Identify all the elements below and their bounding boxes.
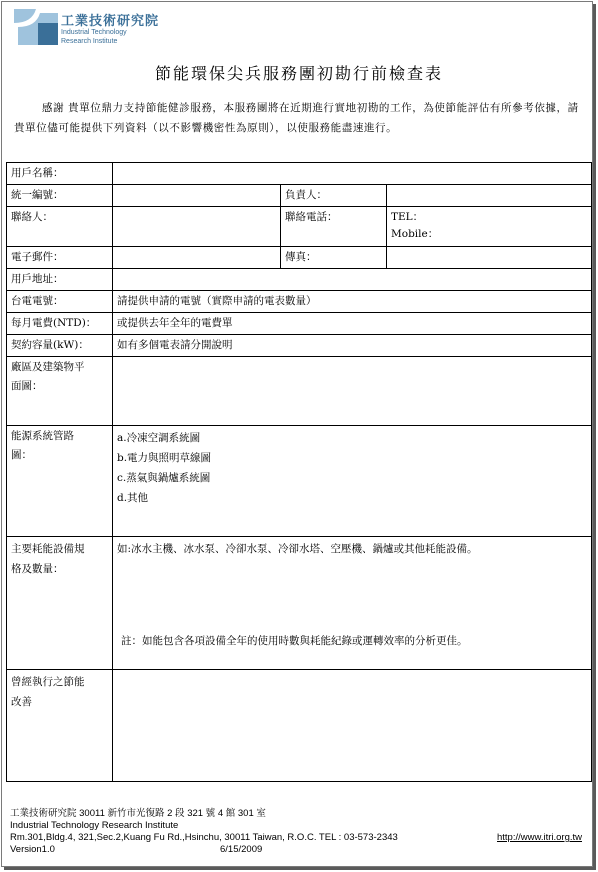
energy-system-label-line1: 能源系統管路 — [11, 430, 74, 442]
equipment-label-line1: 主要耗能設備規 — [11, 543, 85, 555]
footer-org-en: Industrial Technology Research Institute — [10, 820, 179, 831]
equipment-field[interactable] — [113, 537, 592, 670]
energy-item: d.其他 — [117, 492, 149, 504]
tax-id-field[interactable] — [113, 185, 281, 207]
contract-capacity-field[interactable]: 如有多個電表請分開說明 — [113, 335, 592, 357]
equipment-note: 註：如能包含各項設備全年的使用時數與耗能紀錄或運轉效率的分析更佳。 — [121, 635, 468, 647]
footer-address-en-row — [10, 832, 590, 844]
email-field[interactable] — [113, 247, 281, 269]
past-improvements-label-line2: 改善 — [11, 696, 32, 708]
site-plan-label-line1: 廠區及建築物平 — [11, 361, 85, 373]
address-label: 用戶地址： — [7, 269, 113, 291]
equipment-hint: 如:冰水主機、冰水泵、冷卻水泵、冷卻水塔、空壓機、鍋爐或其他耗能設備。 — [117, 543, 478, 555]
equipment-label — [7, 537, 113, 670]
power-no-label: 台電電號： — [7, 291, 113, 313]
tax-id-label: 統一編號： — [7, 185, 113, 207]
energy-item: c.蒸氣與鍋爐系統圖 — [117, 472, 211, 484]
energy-system-field[interactable] — [113, 426, 592, 537]
fax-field[interactable] — [387, 247, 592, 269]
energy-item: a.冷凍空調系統圖 — [117, 432, 201, 444]
logo-name-en-line1: Industrial Technology — [61, 29, 127, 36]
logo-name-zh: 工業技術研究院 — [61, 14, 160, 29]
email-label: 電子郵件： — [7, 247, 113, 269]
site-plan-field[interactable] — [113, 357, 592, 426]
person-in-charge-field[interactable] — [387, 185, 592, 207]
itri-logo-mark — [14, 9, 58, 45]
customer-name-field[interactable] — [113, 163, 592, 185]
page-title: 節能環保尖兵服務團初勘行前檢查表 — [154, 64, 443, 83]
mobile-label: Mobile： — [391, 228, 439, 240]
contact-field[interactable] — [113, 207, 281, 247]
energy-system-label-line2: 圖： — [11, 449, 32, 461]
contact-phone-label: 聯絡電話： — [281, 207, 387, 247]
footer-address-zh: 工業技術研究院 30011 新竹市光復路 2 段 321 號 4 館 301 室 — [10, 808, 266, 819]
fax-label: 傳真： — [281, 247, 387, 269]
site-plan-label-line2: 面圖： — [11, 380, 43, 392]
footer — [10, 808, 590, 856]
contact-label: 聯絡人： — [7, 207, 113, 247]
monthly-fee-label: 每月電費(NTD)： — [7, 313, 113, 335]
customer-name-label: 用戶名稱： — [7, 163, 113, 185]
energy-system-label — [7, 426, 113, 537]
footer-version-row — [10, 844, 590, 856]
tel-label: TEL： — [391, 211, 424, 223]
contract-capacity-label: 契約容量(kW)： — [7, 335, 113, 357]
past-improvements-label — [7, 670, 113, 782]
monthly-fee-field[interactable]: 或提供去年全年的電費單 — [113, 313, 592, 335]
logo-name-en — [61, 28, 127, 46]
logo-name-en-line2: Research Institute — [61, 38, 118, 45]
equipment-label-line2: 格及數量： — [11, 563, 64, 575]
power-no-field[interactable]: 請提供申請的電號（實際申請的電表數量） — [113, 291, 592, 313]
person-in-charge-label: 負責人： — [281, 185, 387, 207]
past-improvements-field[interactable] — [113, 670, 592, 782]
site-plan-label — [7, 357, 113, 426]
contact-phone-field[interactable] — [387, 207, 592, 247]
footer-address-en: Rm.301,Bldg.4, 321,Sec.2,Kuang Fu Rd.,Hsinchu, 30011 Taiwan, R.O.C. TEL : 03-573-2343 — [10, 832, 398, 843]
footer-date: 6/15/2009 — [220, 844, 263, 855]
footer-version: Version1.0 — [10, 844, 55, 855]
itri-website-link[interactable]: http://www.itri.org.tw — [497, 832, 582, 843]
equipment-spacer — [117, 559, 587, 631]
energy-item: b.電力與照明草線圖 — [117, 452, 212, 464]
address-field[interactable] — [113, 269, 592, 291]
past-improvements-label-line1: 曾經執行之節能 — [11, 676, 85, 688]
intro-paragraph: 感謝 貴單位鼎力支持節能健診服務，本服務團將在近期進行實地初勘的工作，為使節能評估有所參考依據，請 貴單位儘可能提供下列資料（以不影響機密性為原則），以使服務能盡速進行。 — [14, 102, 579, 134]
checklist-form — [6, 162, 592, 782]
